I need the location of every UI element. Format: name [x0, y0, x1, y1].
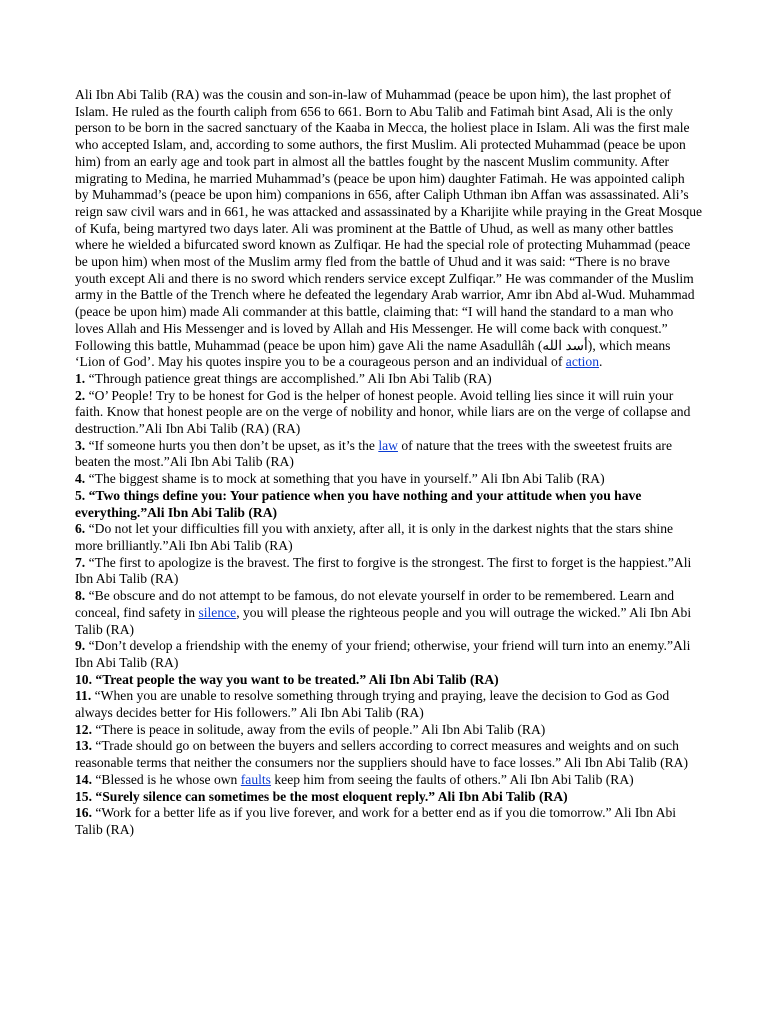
quote-item [75, 688, 703, 721]
quote-number: 10. [75, 671, 92, 687]
quote-item [75, 588, 703, 638]
quote-number: 4. [75, 471, 86, 487]
quote-text: “Work for a better life as if you live forever, and work for a better end as if you die tomorrow.” Ali Ibn Abi Talib (RA) [75, 805, 677, 837]
quote-text: “Treat people the way you want to be treated.” Ali Ibn Abi Talib (RA) [92, 671, 499, 687]
quote-item [75, 371, 703, 388]
quote-text-continued: keep him from seeing the faults of others.” Ali Ibn Abi Talib (RA) [270, 771, 634, 787]
quote-item [75, 805, 703, 838]
quote-number: 2. [75, 387, 86, 403]
quote-number: 3. [75, 437, 86, 453]
quote-number: 8. [75, 588, 86, 604]
intro-text-a: Ali Ibn Abi Talib (RA) was the cousin and son-in-law of Muhammad (peace be upon him), the last prophet of Islam. He ruled as the fourth caliph from 656 to 661. Born to Abu Talib and Fatimah bint Asad, Ali is the only person to be born in the sacred sanctuary of the Kaaba in Mecca, the holiest place in Islam. Ali was the first male who accepted Islam, and, according to some authors, the first Muslim. Ali protected Muhammad (peace be upon him) from an early age and took part in almost all the battles fought by the nascent Muslim community. After migrating to Medina, he married Muhammad’s (peace be upon him) daughter Fatimah. He was appointed caliph [75, 87, 690, 186]
quote-text: “When you are unable to resolve something through trying and praying, leave the decision to God as God always decides better for His followers.” Ali Ibn Abi Talib (RA) [75, 688, 670, 721]
quote-text: “If someone hurts you then don’t be upset, as it’s the [85, 437, 379, 453]
quote-text-continued: , you will please the righteous people and you will outrage the wicked.” Ali Ibn Abi Talib (RA) [75, 604, 692, 637]
intro-text-b: by Muhammad’s (peace be upon him) companions in 656, after Caliph Uthman ibn Affan was assassinated. Ali’s reign saw civil wars and in 661, he was attacked and assassinated by a Kharijite while praying in the Great Mosque of Kufa, being martyred two days later. Ali was prominent at the Battle of Uhud, as well as many other battles where he wielded a bifurcated sword known as Zulfiqar. He had the special role of protecting Muhammad (peace be upon him) when most of the Muslim army fled from the battle of Uhud and it was said: “There is no brave youth except Ali and there is no sword which renders service except Zulfiqar.” He was commander of the Muslim army in the Battle of the Trench where he defeated the legendary Arab warrior, Amr ibn Abd al-Wud. Muhammad (peace be upon him) made Ali commander at this battle, claiming that: “I will hand the standard to a man who loves Allah and His Messenger and is loved by Allah and His Messenger. He will come back with conquest.” Following this battle, Muhammad (peace be upon him) gave Ali the name Asadullâh (أسد الله), which means ‘Lion of God’. May his quotes inspire you to be a courageous person and an individual of [75, 187, 703, 370]
quote-item [75, 789, 703, 806]
silence-link[interactable]: silence [198, 604, 237, 620]
quote-item [75, 521, 703, 554]
quote-text: “Surely silence can sometimes be the most eloquent reply.” Ali Ibn Abi Talib (RA) [92, 788, 568, 804]
quote-item [75, 388, 703, 438]
quote-number: 13. [75, 738, 92, 754]
quote-item [75, 672, 703, 689]
faults-link[interactable]: faults [240, 771, 271, 787]
quote-text-continued: of nature that the trees with the sweetest fruits are beaten the most.”Ali Ibn Abi Talib (RA) [75, 437, 672, 470]
quote-text: “Through patience great things are accomplished.” Ali Ibn Abi Talib (RA) [85, 370, 492, 386]
quote-text: “The first to apologize is the bravest. The first to forgive is the strongest. The first to forget is the happiest.”Ali Ibn Abi Talib (RA) [75, 554, 692, 587]
quote-number: 12. [75, 721, 92, 737]
law-link[interactable]: law [378, 437, 398, 453]
quote-number: 11. [75, 688, 92, 704]
quote-number: 9. [75, 638, 86, 654]
quote-number: 5. [75, 487, 86, 503]
quote-item [75, 772, 703, 789]
quote-number: 16. [75, 805, 92, 821]
quote-item [75, 438, 703, 471]
quote-list [75, 371, 703, 839]
quote-number: 1. [75, 370, 86, 386]
quote-item [75, 471, 703, 488]
quote-text: “Don’t develop a friendship with the enemy of your friend; otherwise, your friend will turn into an enemy.”Ali Ibn Abi Talib (RA) [75, 638, 691, 670]
quote-text: “Blessed is he whose own [92, 771, 241, 787]
quote-item [75, 638, 703, 671]
quote-number: 7. [75, 554, 86, 570]
quote-item [75, 555, 703, 588]
document-body [75, 87, 703, 839]
quote-text: “Two things define you: Your patience when you have nothing and your attitude when you have everything.”Ali Ibn Abi Talib (RA) [75, 487, 642, 520]
quote-text: “O’ People! Try to be honest for God is the helper of honest people. Avoid telling lies since it will ruin your faith. Know that honest people are on the verge of nobility and honor, while liars are on the verge of collapse and destruction.”Ali Ibn Abi Talib (RA) (RA) [75, 387, 691, 437]
quote-item [75, 722, 703, 739]
quote-number: 14. [75, 771, 92, 787]
quote-text: “Trade should go on between the buyers and sellers according to correct measures and weights and on such reasonable terms that neither the consumers nor the suppliers should have to face losses.” Ali Ibn Abi Talib (RA) [75, 738, 689, 771]
intro-paragraph-1 [75, 87, 703, 187]
action-link[interactable]: action [565, 354, 600, 370]
quote-item [75, 488, 703, 521]
quote-number: 15. [75, 788, 92, 804]
quote-text: “Do not let your difficulties fill you with anxiety, after all, it is only in the darkest nights that the stars shine more brilliantly.”Ali Ibn Abi Talib (RA) [75, 521, 674, 553]
quote-text: “The biggest shame is to mock at something that you have in yourself.” Ali Ibn Abi Talib (RA) [85, 471, 605, 487]
quote-text: “Be obscure and do not attempt to be famous, do not elevate yourself in order to be remembered. Learn and conceal, find safety in [75, 588, 675, 620]
quote-item [75, 738, 703, 771]
quote-number: 6. [75, 521, 86, 537]
intro-paragraph-2 [75, 187, 703, 371]
intro-end: . [599, 354, 603, 370]
quote-text: “There is peace in solitude, away from the evils of people.” Ali Ibn Abi Talib (RA) [92, 721, 546, 737]
